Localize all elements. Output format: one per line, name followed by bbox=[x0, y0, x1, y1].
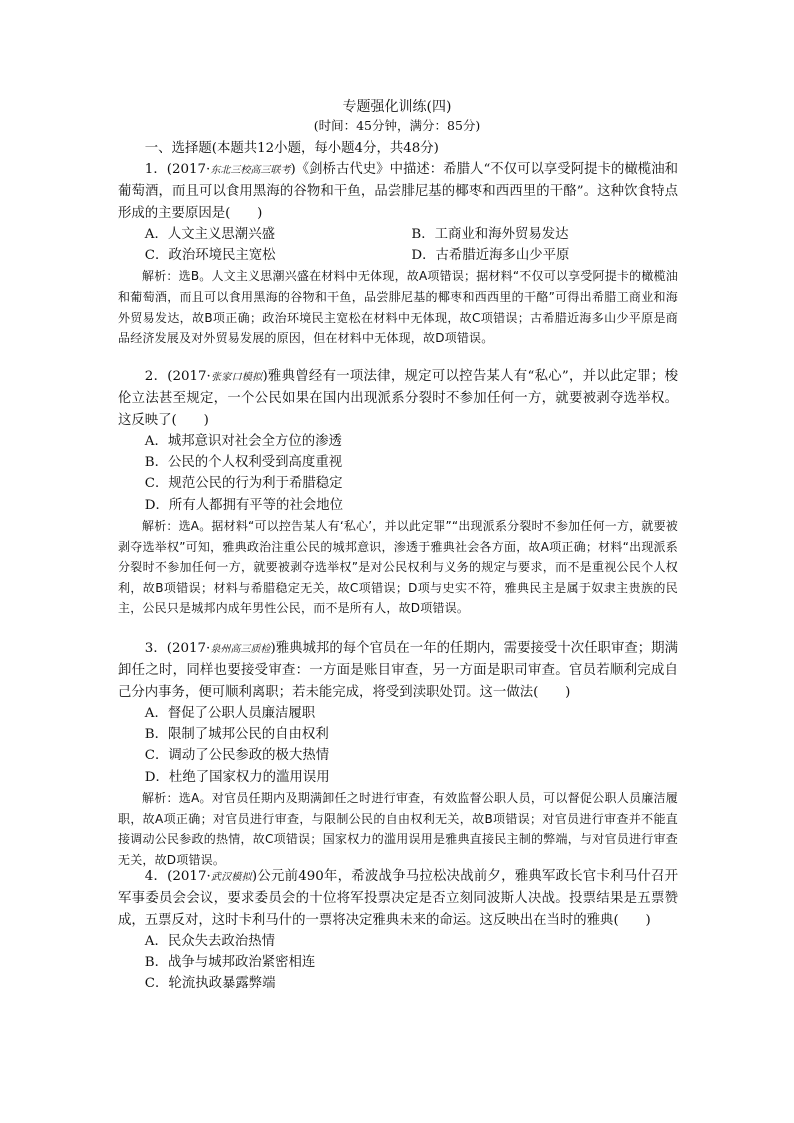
question-3-stem: 3．(2017·泉州高三质检)雅典城邦的每个官员在一年的任期内，需要接受十次任职审查；期满卸任之时，同样也要接受审查：一方面是账目审查，另一方面是职司审查。官员若顺利完成自己分内事务，便可顺利离职；若未能完成，将受到渎职处罚。这一做法( ) bbox=[118, 641, 678, 700]
question-2-option-d: D．所有人都拥有平等的社会地位 bbox=[144, 497, 344, 513]
question-1-source: 东北三校高三联考 bbox=[210, 165, 291, 176]
question-3-option-d: D．杜绝了国家权力的滥用误用 bbox=[144, 769, 330, 785]
question-2-source: 张家口模拟 bbox=[210, 372, 263, 383]
question-1-option-a: A．人文主义思潮兴盛 bbox=[144, 226, 275, 242]
question-4-option-a: A．民众失去政治热情 bbox=[144, 933, 275, 949]
question-4-stem: 4．(2017·武汉模拟)公元前490年，希波战争马拉松决战前夕，雅典军政长官卡利马什召开军事委员会会议，要求委员会的十位将军投票决定是否立刻同波斯人决战。投票结果是五票赞成，五票反对，这时卡利马什的一票将决定雅典未来的命运。这反映出在当时的雅典( ) bbox=[118, 869, 678, 928]
question-3-source: 泉州高三质检 bbox=[210, 644, 271, 655]
question-3-option-a: A．督促了公职人员廉洁履职 bbox=[144, 705, 316, 721]
question-1-stem: 1．(2017·东北三校高三联考)《剑桥古代史》中描述：希腊人“不仅可以享受阿提卡的橄榄油和葡萄酒，而且可以食用黑海的谷物和干鱼，品尝腓尼基的椰枣和西西里的干酪”。这种饮食特点形成的主要原因是( ) bbox=[118, 162, 678, 221]
question-3-option-b: B．限制了城邦公民的自由权利 bbox=[144, 727, 329, 743]
question-4 bbox=[118, 866, 678, 995]
question-4-source: 武汉模拟 bbox=[210, 872, 252, 883]
question-1-option-c: C．政治环境民主宽松 bbox=[144, 248, 276, 264]
question-3 bbox=[118, 638, 678, 870]
question-2-answer: 解析：选A。据材料“可以控告某人有‘私心’，并以此定罪”“出现派系分裂时不参加任何一方，就要被剥夺选举权”可知，雅典政治注重公民的城邦意识，渗透于雅典社会各方面，故A项正确；材料“出现派系分裂时不参加任何一方，就要被剥夺选举权”是对公民权利与义务的规定与要求，而不是重视公民个人权利，故B项错误；材料与希腊稳定无关，故C项错误；D项与史实不符，雅典民主是属于奴隶主贵族的民主，公民只是城邦内成年男性公民，而不是所有人，故D项错误。 bbox=[118, 519, 678, 616]
question-3-answer: 解析：选A。对官员任期内及期满卸任之时进行审查，有效监督公职人员，可以督促公职人员廉洁履职，故A项正确；对官员进行审查，与限制公民的自由权利无关，故B项错误；对官员进行审查并不能直接调动公民参政的热情，故C项错误；国家权力的滥用误用是雅典直接民主制的弊端，与对官员进行审查无关，故D项错误。 bbox=[118, 791, 678, 867]
question-2-option-b: B．公民的个人权利受到高度重视 bbox=[144, 455, 343, 471]
question-4-option-b: B．战争与城邦政治紧密相连 bbox=[144, 955, 316, 971]
section-heading: 一、选择题(本题共12小题，每小题4分，共48分) bbox=[144, 141, 439, 156]
question-3-option-c: C．调动了公民参政的极大热情 bbox=[144, 748, 330, 764]
question-1-answer: 解析：选B。人文主义思潮兴盛在材料中无体现，故A项错误；据材料“不仅可以享受阿提卡的橄榄油和葡萄酒，而且可以食用黑海的谷物和干鱼，品尝腓尼基的椰枣和西西里的干酪”可得出希腊工商业和海外贸易发达，故B项正确；政治环境民主宽松在材料中无体现，故C项错误；古希腊近海多山少平原是商品经济发展及对外贸易发展的原因，但在材料中无体现，故D项错误。 bbox=[118, 269, 678, 346]
page-title: 专题强化训练(四) bbox=[342, 99, 452, 115]
question-1-option-d: D．古希腊近海多山少平原 bbox=[411, 248, 570, 264]
question-1-options-row-2 bbox=[118, 245, 678, 266]
question-2-stem: 2．(2017·张家口模拟)雅典曾经有一项法律，规定可以控告某人有“私心”，并以此定罪；梭伦立法甚至规定，一个公民如果在国内出现派系分裂时不参加任何一方，就要被剥夺选举权。这反映了( ) bbox=[118, 369, 679, 428]
page-subtitle: (时间：45分钟，满分：85分) bbox=[313, 118, 481, 133]
question-1-option-b: B．工商业和海外贸易发达 bbox=[411, 226, 569, 242]
question-2-option-a: A．城邦意识对社会全方位的渗透 bbox=[144, 433, 342, 449]
question-1 bbox=[118, 159, 678, 349]
question-2-option-c: C．规范公民的行为利于希腊稳定 bbox=[144, 476, 343, 492]
question-1-options-row-1 bbox=[118, 224, 678, 245]
question-2 bbox=[118, 366, 678, 619]
question-4-option-c: C．轮流执政暴露弊端 bbox=[144, 976, 276, 992]
